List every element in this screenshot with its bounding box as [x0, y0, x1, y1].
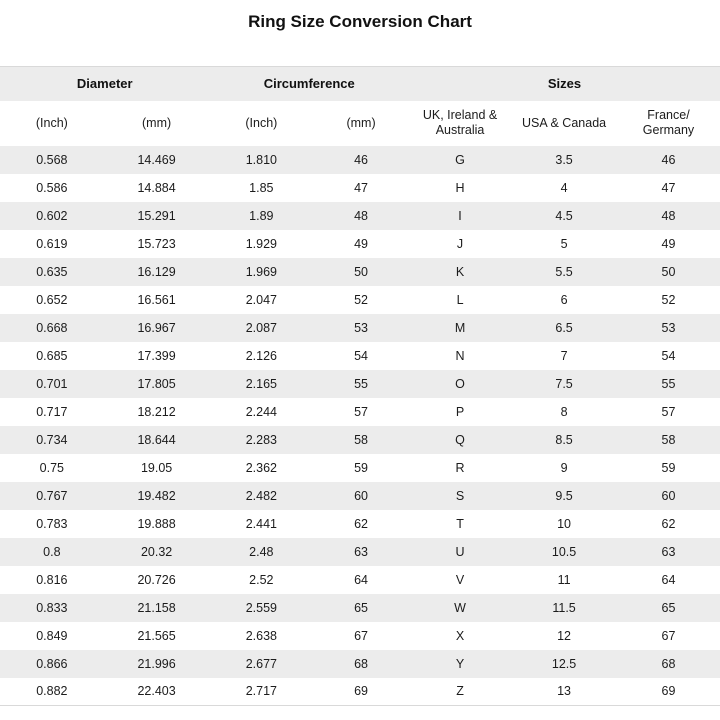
group-header-row: [0, 67, 720, 101]
cell: 1.85: [249, 180, 274, 195]
cell: 2.559: [245, 600, 277, 615]
cell: 19.888: [137, 516, 176, 531]
cell: G: [455, 152, 465, 167]
cell: P: [455, 404, 465, 419]
column-header-circumference-inch: (Inch): [245, 115, 278, 130]
cell: 57: [354, 404, 368, 419]
cell: 18.212: [137, 404, 176, 419]
cell: 16.129: [137, 264, 176, 279]
group-header-circumference: Circumference: [263, 76, 355, 92]
cell: X: [455, 628, 465, 643]
cell: 60: [661, 488, 676, 503]
cell: 46: [661, 152, 676, 167]
cell: 48: [354, 208, 368, 223]
cell: 21.996: [137, 656, 176, 671]
cell: 67: [354, 628, 368, 643]
cell: 0.685: [36, 348, 68, 363]
table-row: [0, 370, 720, 398]
cell: 2.244: [245, 404, 277, 419]
cell: 58: [354, 432, 368, 447]
table-body: [0, 146, 720, 706]
table-row: [0, 594, 720, 622]
cell: I: [458, 208, 462, 223]
table-row: [0, 482, 720, 510]
cell: 1.929: [245, 236, 277, 251]
cell: 12.5: [551, 656, 577, 671]
cell: 11.5: [552, 600, 576, 615]
column-header-usa-canada: USA & Canada: [522, 115, 607, 130]
cell: 0.849: [36, 628, 68, 643]
cell: 21.158: [137, 600, 176, 615]
cell: 2.126: [245, 348, 277, 363]
cell: 10.5: [551, 544, 577, 559]
table-row: [0, 286, 720, 314]
cell: Y: [455, 656, 465, 671]
cell: 0.833: [36, 600, 68, 615]
cell: 20.32: [140, 544, 173, 559]
cell: 18.644: [137, 432, 176, 447]
cell: 0.882: [36, 684, 68, 699]
cell: 6.5: [555, 320, 573, 335]
cell: 0.619: [36, 236, 68, 251]
cell: 52: [354, 292, 368, 307]
column-header-diameter-mm: (mm): [142, 115, 172, 130]
cell: 0.701: [36, 376, 68, 391]
cell: S: [455, 488, 465, 503]
cell: 2.482: [245, 488, 277, 503]
cell: 63: [354, 544, 368, 559]
cell: 64: [354, 572, 368, 587]
cell: 68: [661, 656, 676, 671]
table-row: [0, 342, 720, 370]
table-row: [0, 426, 720, 454]
cell: 15.291: [137, 208, 176, 223]
page-title: Ring Size Conversion Chart: [248, 12, 472, 31]
table-row: [0, 510, 720, 538]
cell: T: [456, 516, 464, 531]
table-row: [0, 622, 720, 650]
cell: 8.5: [555, 432, 573, 447]
cell: 62: [354, 516, 368, 531]
cell: 60: [354, 488, 368, 503]
cell: 4.5: [555, 208, 573, 223]
cell: 63: [661, 544, 676, 559]
cell: 14.469: [137, 152, 176, 167]
cell: 0.767: [36, 488, 68, 503]
cell: 2.283: [245, 432, 277, 447]
table-row: [0, 678, 720, 706]
cell: 69: [661, 684, 676, 699]
table-header: [0, 67, 720, 146]
cell: 7: [560, 348, 568, 363]
cell: 22.403: [137, 684, 176, 699]
cell: 2.717: [245, 684, 277, 699]
column-header-row: [0, 101, 720, 146]
cell: 49: [661, 236, 676, 251]
cell: 15.723: [137, 236, 176, 251]
group-header-diameter: Diameter: [76, 76, 133, 92]
cell: 2.362: [245, 460, 277, 475]
table-row: [0, 538, 720, 566]
table-row: [0, 202, 720, 230]
cell: 13: [557, 684, 572, 699]
table-row: [0, 146, 720, 174]
cell: 0.783: [36, 516, 68, 531]
cell: 0.652: [36, 292, 68, 307]
cell: Z: [456, 684, 464, 699]
table-row: [0, 258, 720, 286]
cell: 7.5: [555, 376, 573, 391]
cell: 19.05: [140, 460, 173, 475]
table-row: [0, 454, 720, 482]
ring-size-conversion-table: [0, 66, 720, 706]
cell: V: [455, 572, 465, 587]
cell: O: [455, 376, 465, 391]
cell: 0.734: [36, 432, 68, 447]
cell: 0.816: [36, 572, 68, 587]
cell: 14.884: [137, 180, 176, 195]
cell: 5.5: [555, 264, 573, 279]
cell: 0.717: [36, 404, 68, 419]
cell: 59: [354, 460, 368, 475]
cell: Q: [455, 432, 465, 447]
cell: 2.638: [245, 628, 277, 643]
cell: 69: [354, 684, 368, 699]
cell: 48: [661, 208, 676, 223]
cell: 50: [354, 264, 368, 279]
cell: 21.565: [137, 628, 176, 643]
cell: J: [456, 236, 464, 251]
cell: 0.635: [36, 264, 68, 279]
cell: 67: [661, 628, 676, 643]
table-row: [0, 566, 720, 594]
cell: 57: [661, 404, 676, 419]
table-row: [0, 650, 720, 678]
cell: 0.668: [36, 320, 68, 335]
cell: 65: [354, 600, 368, 615]
cell: 1.969: [245, 264, 277, 279]
cell: 9.5: [555, 488, 573, 503]
cell: L: [456, 292, 464, 307]
cell: 68: [354, 656, 368, 671]
cell: 54: [354, 348, 368, 363]
cell: 3.5: [555, 152, 573, 167]
cell: 46: [354, 152, 368, 167]
group-header-sizes: Sizes: [547, 76, 582, 92]
cell: R: [455, 460, 465, 475]
cell: 4: [560, 180, 568, 195]
column-header-circumference-mm: (mm): [346, 115, 376, 130]
cell: 54: [661, 348, 676, 363]
cell: 12: [557, 628, 572, 643]
cell: 52: [661, 292, 676, 307]
cell: 49: [354, 236, 368, 251]
cell: 2.047: [245, 292, 277, 307]
cell: 2.441: [245, 516, 277, 531]
cell: 2.087: [245, 320, 277, 335]
cell: N: [455, 348, 465, 363]
cell: 10: [557, 516, 572, 531]
cell: 50: [661, 264, 676, 279]
cell: 53: [661, 320, 676, 335]
cell: 59: [661, 460, 676, 475]
cell: 58: [661, 432, 676, 447]
cell: 0.586: [36, 180, 68, 195]
cell: 65: [661, 600, 676, 615]
cell: 5: [560, 236, 568, 251]
column-header-france-germany: France/ Germany: [642, 108, 695, 137]
cell: K: [455, 264, 465, 279]
cell: 0.866: [36, 656, 68, 671]
cell: 0.8: [43, 544, 61, 559]
cell: 0.602: [36, 208, 68, 223]
cell: 62: [661, 516, 676, 531]
cell: U: [455, 544, 465, 559]
cell: 16.561: [137, 292, 176, 307]
cell: 64: [661, 572, 676, 587]
cell: 9: [560, 460, 568, 475]
cell: 55: [661, 376, 676, 391]
cell: 47: [661, 180, 676, 195]
cell: 6: [560, 292, 568, 307]
column-header-diameter-inch: (Inch): [35, 115, 68, 130]
cell: H: [455, 180, 465, 195]
cell: 2.165: [245, 376, 277, 391]
cell: 47: [354, 180, 368, 195]
table-row: [0, 230, 720, 258]
table-row: [0, 174, 720, 202]
cell: 2.52: [249, 572, 274, 587]
table-row: [0, 398, 720, 426]
column-header-uk-ireland-australia: UK, Ireland & Australia: [422, 108, 498, 137]
cell: 11: [557, 572, 571, 587]
cell: 2.48: [249, 544, 274, 559]
cell: M: [454, 320, 466, 335]
cell: 55: [354, 376, 368, 391]
cell: 17.399: [137, 348, 176, 363]
cell: 2.677: [245, 656, 277, 671]
cell: 19.482: [137, 488, 176, 503]
cell: 16.967: [137, 320, 176, 335]
cell: 0.568: [36, 152, 68, 167]
cell: W: [454, 600, 466, 615]
cell: 0.75: [39, 460, 64, 475]
cell: 20.726: [137, 572, 176, 587]
cell: 1.810: [245, 152, 277, 167]
cell: 8: [560, 404, 568, 419]
table-row: [0, 314, 720, 342]
cell: 1.89: [249, 208, 274, 223]
cell: 53: [354, 320, 368, 335]
cell: 17.805: [137, 376, 176, 391]
